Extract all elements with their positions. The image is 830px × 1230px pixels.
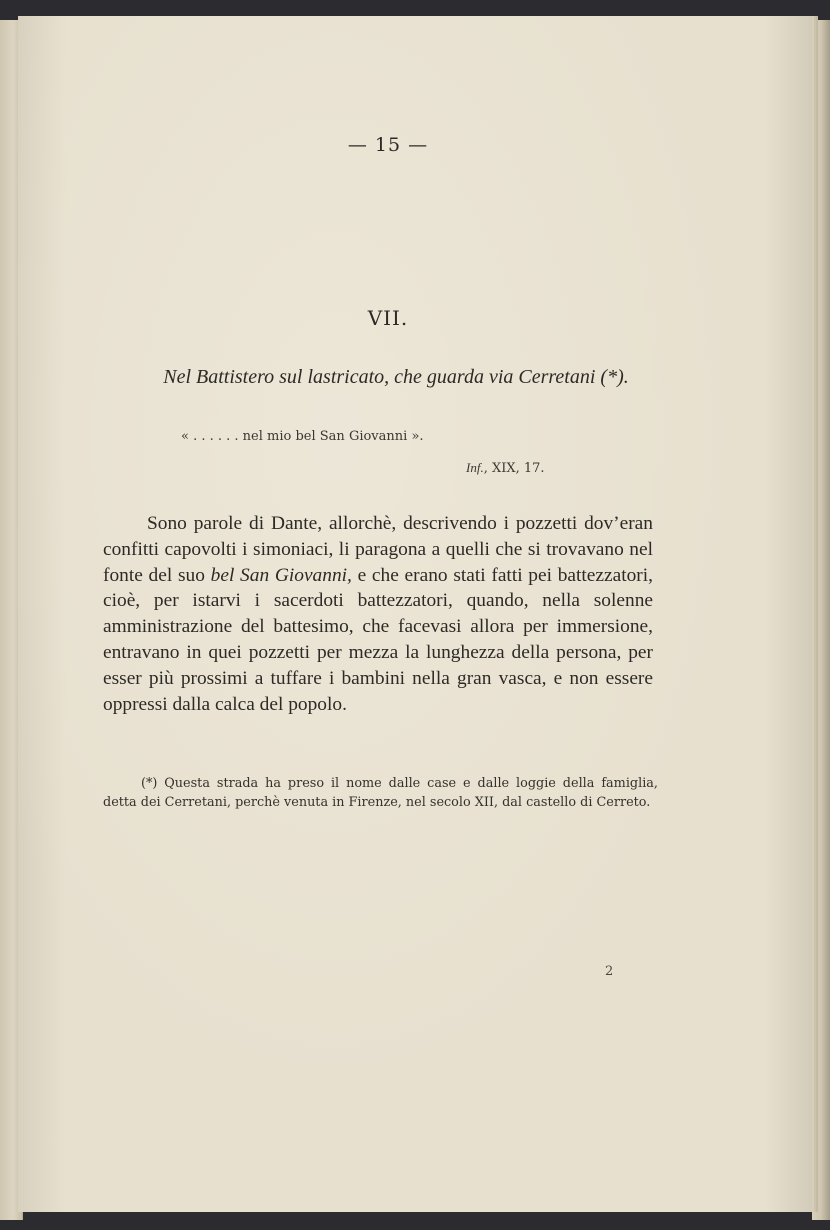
citation-work: Inf.: [466, 460, 484, 475]
citation-reference: , XIX, 17.: [483, 461, 545, 476]
footnote: (*) Questa strada ha preso il nome dalle case e dalle loggie della famiglia, detta dei Cerretani, perchè venuta in Firenze, nel secolo XII, dal castello di Cerreto.: [103, 776, 658, 810]
epigraph-citation: [466, 460, 545, 476]
epigraph-quote: « . . . . . . nel mio bel San Giovanni ».: [181, 429, 424, 444]
chapter-heading: VII.: [367, 306, 409, 330]
page-number: — 15 —: [347, 134, 429, 156]
body-text-italic: bel San Giovanni,: [210, 564, 352, 586]
body-paragraph: [103, 511, 653, 717]
body-text-part2: e che erano stati fatti pei battezzatori, cioè, per istarvi i sacerdoti battezzatori, quando, nella solenne amministrazione del battesimo, che facevasi allora per immersione, entravano in quei pozzetti per mezza la lunghezza della persona, per esser più prossimi a tuffare i bambini nella gran vasca, e non essere oppressi dalla calca del popolo.: [103, 564, 653, 715]
body-text-part1: Sono parole di Dante, allorchè, descrivendo i pozzetti dov’eran confitti capovolti i simoniaci, li paragona a quelli che si trovavano nel fonte del suo: [103, 513, 653, 586]
signature-mark: 2: [605, 964, 614, 979]
page-stack-edge: [812, 20, 830, 1220]
chapter-subtitle: Nel Battistero sul lastricato, che guarda via Cerretani (*).: [163, 366, 629, 388]
page-sheet: [18, 16, 812, 1212]
